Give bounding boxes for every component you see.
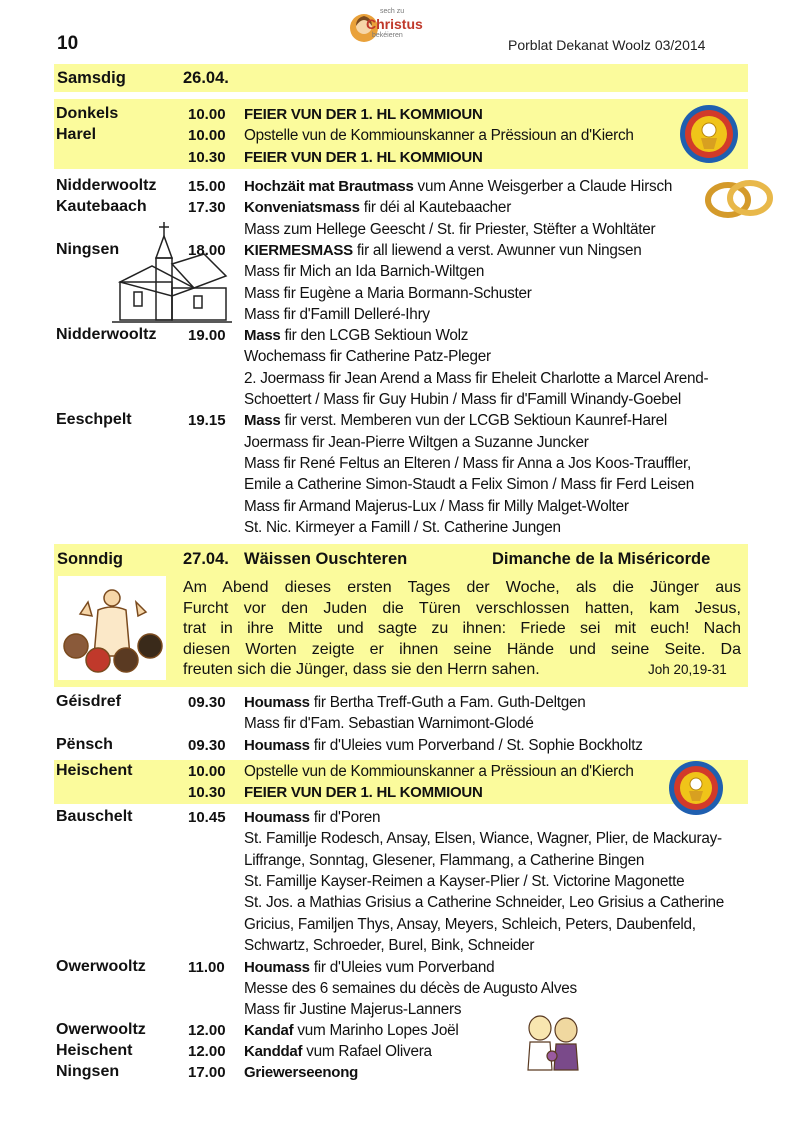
place-name: Heischent: [56, 762, 133, 779]
service-description: [244, 957, 494, 979]
day-weekday: Samsdig: [57, 69, 126, 87]
service-detail: 2. Joermass fir Jean Arend a Mass fir Eheleit Charlotte a Marcel Arend-: [244, 369, 709, 387]
service-description: [244, 871, 684, 893]
service-description: [244, 368, 708, 390]
service-description: [244, 1020, 459, 1042]
service-description: [244, 432, 589, 454]
service-description: [244, 496, 629, 518]
day-band-samsdig: [54, 64, 748, 92]
service-time: 09.30: [188, 737, 226, 754]
service-description: [244, 197, 511, 219]
service-title: Mass: [244, 412, 281, 430]
gospel-line: diesen Worten zeigte er ihnen seine Hände und seine Seite. Da: [183, 640, 741, 658]
gospel-line: freuten sich die Jünger, dass sie den Herrn sahen.: [183, 661, 540, 679]
service-description: [244, 692, 586, 714]
service-detail: fir d'Poren: [309, 809, 381, 826]
service-detail: Mass fir d'Fam. Sebastian Warnimont-Glodé: [244, 715, 534, 733]
communion-icon-2: [667, 759, 725, 822]
church-icon: [112, 218, 232, 331]
day2-date: 27.04.: [183, 550, 229, 568]
service-detail: Mass fir Eugène a Maria Bormann-Schuster: [244, 284, 532, 302]
place-name: Eeschpelt: [56, 411, 132, 429]
service-detail: vum Rafael Olivera: [302, 1043, 432, 1060]
service-detail: fir déi al Kautebaacher: [359, 199, 512, 217]
service-description: [244, 1041, 432, 1063]
service-description: [244, 735, 643, 757]
service-title: KIERMESMASS: [244, 241, 353, 259]
service-title: Kanddaf: [244, 1043, 303, 1060]
service-description: [244, 782, 483, 804]
service-detail: Joermass fir Jean-Pierre Wiltgen a Suzanne Juncker: [244, 433, 589, 451]
place-name: Owerwooltz: [56, 958, 146, 975]
service-detail: Mass fir René Feltus an Elteren / Mass fir Anna a Jos Koos-Trauffler,: [244, 454, 691, 472]
service-detail: Mass fir Justine Majerus-Lanners: [244, 1001, 462, 1018]
gospel-line: Furcht vor den Juden die Türen verschlossen hatten, kam Jesus,: [183, 599, 741, 617]
place-name: Ningsen: [56, 240, 120, 258]
service-description: [244, 761, 634, 783]
service-title: Hochzäit mat Brautmass: [244, 178, 414, 195]
service-time: 10.00: [188, 763, 226, 780]
service-detail: fir Bertha Treff-Guth a Fam. Guth-Deltgen: [309, 694, 586, 711]
service-time: 19.15: [188, 412, 226, 430]
service-time: 11.00: [188, 959, 225, 976]
service-time: 10.30: [188, 148, 226, 166]
day2-feast: Wäissen Ouschteren: [244, 550, 408, 568]
service-description: [244, 261, 484, 283]
publication-title: Porblat Dekanat Woolz 03/2014: [508, 37, 706, 53]
service-description: [244, 517, 561, 539]
service-description: [244, 1062, 358, 1084]
place-name: Géisdref: [56, 693, 121, 710]
service-detail: fir d'Uleies vum Porverband / St. Sophie Bockholtz: [309, 737, 643, 754]
service-description: [244, 850, 644, 872]
service-detail: Wochemass fir Catherine Patz-Pleger: [244, 348, 491, 366]
communion-icon: [678, 103, 740, 170]
place-name: Bauschelt: [56, 808, 133, 825]
service-detail: Schwartz, Schroeder, Burel, Bink, Schneider: [244, 936, 535, 954]
service-description: [244, 828, 722, 850]
service-time: 19.00: [188, 327, 226, 345]
gospel-reference: Joh 20,19-31: [648, 662, 727, 677]
service-detail: vum Marinho Lopes Joël: [293, 1022, 459, 1039]
service-description: [244, 914, 696, 936]
place-name: Nidderwooltz: [56, 177, 157, 194]
service-detail: Opstelle vun de Kommiounskanner a Prëssioun an d'Kierch: [244, 127, 634, 145]
gospel-line: Am Abend dieses ersten Tages der Woche, als die Jünger aus: [183, 579, 741, 596]
service-time: 18.00: [188, 241, 226, 259]
service-detail: Liffrange, Sonntag, Glesener, Flammang, a Catherine Bingen: [244, 851, 645, 869]
service-description: [244, 104, 483, 126]
service-description: [244, 453, 691, 475]
service-time: 17.30: [188, 199, 226, 217]
service-time: 10.45: [188, 809, 226, 826]
service-detail: St. Famillje Kayser-Reimen a Kayser-Plier / St. Victorine Magonette: [244, 872, 685, 890]
service-description: [244, 935, 534, 957]
service-description: [244, 283, 532, 305]
service-description: [244, 410, 667, 432]
service-time: 10.30: [188, 784, 226, 802]
service-detail: fir verst. Memberen vun der LCGB Sektioun Kaunref-Harel: [280, 412, 667, 430]
day2-weekday: Sonndig: [57, 550, 123, 568]
service-detail: Schoettert / Mass fir Guy Hubin / Mass fir d'Famill Winandy-Goebel: [244, 391, 681, 408]
service-title: Houmass: [244, 809, 310, 826]
service-title: Houmass: [244, 694, 310, 711]
service-description: [244, 304, 430, 326]
service-detail: Mass fir d'Famill Delleré-Ihry: [244, 305, 430, 323]
service-detail: St. Famillje Rodesch, Ansay, Elsen, Wiance, Wagner, Plier, de Mackuray-: [244, 830, 722, 848]
place-name: Owerwooltz: [56, 1021, 146, 1038]
day2-feast-fr: Dimanche de la Miséricorde: [492, 550, 711, 568]
place-name: Ningsen: [56, 1063, 120, 1080]
service-description: [244, 807, 380, 829]
day-date: 26.04.: [183, 69, 229, 87]
service-title: Houmass: [244, 959, 310, 976]
service-title: Mass: [244, 327, 281, 345]
service-description: [244, 325, 468, 347]
service-detail: St. Jos. a Mathias Grisius a Catherine Schneider, Leo Grisius a Catherine: [244, 894, 724, 912]
logo-small-bottom: bekéieren: [372, 32, 403, 39]
service-detail: fir d'Uleies vum Porverband: [309, 959, 495, 976]
place-name: Pënsch: [56, 736, 113, 753]
service-title: Houmass: [244, 737, 310, 754]
service-time: 09.30: [188, 694, 226, 711]
service-title: FEIER VUN DER 1. HL KOMMIOUN: [244, 148, 483, 166]
wedding-rings-icon: [700, 176, 778, 227]
service-description: [244, 176, 672, 198]
service-detail: fir den LCGB Sektioun Wolz: [280, 327, 469, 345]
service-description: [244, 219, 655, 241]
service-description: [244, 999, 461, 1021]
service-description: [244, 892, 724, 914]
service-title: Griewerseenong: [244, 1064, 359, 1081]
service-title: FEIER VUN DER 1. HL KOMMIOUN: [244, 784, 483, 802]
service-description: [244, 389, 681, 411]
service-time: 10.00: [188, 127, 226, 145]
place-name: Heischent: [56, 1042, 133, 1059]
service-description: [244, 346, 491, 368]
logo-small-top: sech zu: [380, 8, 405, 15]
baptism-children-icon: [520, 1012, 586, 1083]
service-detail: Gricius, Familjen Thys, Ansay, Meyers, Schleich, Peters, Daubenfeld,: [244, 915, 696, 933]
service-time: 12.00: [188, 1022, 226, 1039]
service-title: Kandaf: [244, 1022, 294, 1039]
place-name: Donkels: [56, 105, 119, 122]
service-description: [244, 474, 694, 496]
service-detail: Mass zum Hellege Geescht / St. fir Priester, Stëfter a Wohltäter: [244, 220, 656, 238]
service-detail: St. Nic. Kirmeyer a Famill / St. Catherine Jungen: [244, 518, 561, 536]
page-number: 10: [57, 33, 79, 54]
service-description: [244, 713, 534, 735]
service-detail: Emile a Catherine Simon-Staudt a Felix Simon / Mass fir Ferd Leisen: [244, 476, 694, 494]
gospel-line: trat in ihre Mitte und sagte zu ihnen: Friede sei mit euch! Nach: [183, 620, 741, 638]
service-detail: Mass fir Mich an Ida Barnich-Wiltgen: [244, 263, 485, 281]
service-time: 15.00: [188, 178, 226, 195]
place-name: Harel: [56, 126, 97, 144]
service-detail: fir all liewend a verst. Awunner vun Ningsen: [352, 241, 642, 259]
service-time: 12.00: [188, 1043, 226, 1060]
logo: [342, 6, 422, 62]
service-description: [244, 125, 634, 147]
service-title: Konveniatsmass: [244, 199, 360, 217]
service-detail: Messe des 6 semaines du décès de Augusto Alves: [244, 980, 577, 997]
service-description: [244, 147, 483, 169]
service-description: [244, 240, 642, 262]
place-name: Kautebaach: [56, 198, 147, 216]
service-description: [244, 978, 577, 1000]
logo-text: Christus: [366, 16, 423, 32]
service-detail: Mass fir Armand Majerus-Lux / Mass fir Milly Malget-Wolter: [244, 497, 629, 515]
service-detail: vum Anne Weisgerber a Claude Hirsch: [413, 178, 673, 195]
service-detail: Opstelle vun de Kommiounskanner a Prëssioun an d'Kierch: [244, 763, 634, 780]
service-time: 10.00: [188, 106, 226, 123]
service-time: 17.00: [188, 1064, 226, 1081]
place-name: Nidderwooltz: [56, 326, 157, 344]
service-title: FEIER VUN DER 1. HL KOMMIOUN: [244, 106, 483, 123]
jesus-disciples-icon: [58, 576, 166, 680]
